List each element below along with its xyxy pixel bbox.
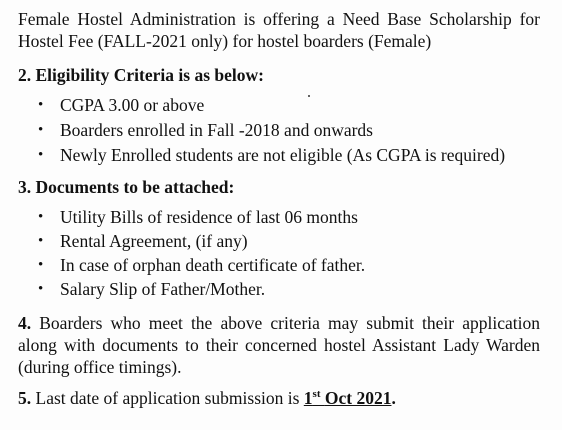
eligibility-heading-number: 2. xyxy=(18,65,32,85)
deadline-date-suffix: st xyxy=(312,388,321,401)
documents-item-text: Rental Agreement, (if any) xyxy=(60,231,248,251)
deadline-date xyxy=(304,388,392,408)
list-item xyxy=(38,277,365,301)
deadline-date-rest: Oct 2021 xyxy=(324,388,392,408)
bullet-icon: • xyxy=(38,257,44,273)
documents-heading-title: Documents to be attached: xyxy=(35,177,235,197)
documents-item-text: Utility Bills of residence of last 06 months xyxy=(60,207,358,227)
intro-paragraph: Female Hostel Administration is offering a Need Base Scholarship for Hostel Fee (FALL-2021 only) for hostel boarders (Female) xyxy=(18,9,540,51)
submission-paragraph xyxy=(18,312,540,378)
list-item xyxy=(38,93,505,118)
list-item xyxy=(38,253,365,277)
documents-heading xyxy=(18,176,234,198)
eligibility-item-text: CGPA 3.00 or above xyxy=(60,95,205,115)
documents-list xyxy=(38,205,365,301)
submission-text: Boarders who meet the above criteria may submit their application along with documents to their concerned hostel Assistant Lady Warden (during office timings). xyxy=(18,313,540,377)
bullet-icon: • xyxy=(38,233,44,249)
eligibility-heading-title: Eligibility Criteria is as below: xyxy=(35,65,264,85)
deadline-line xyxy=(18,386,396,410)
documents-item-text: In case of orphan death certificate of father. xyxy=(60,255,366,275)
eligibility-heading xyxy=(18,64,264,86)
bullet-icon: • xyxy=(38,122,44,138)
list-item xyxy=(38,205,365,229)
documents-item-text: Salary Slip of Father/Mother. xyxy=(60,279,266,299)
eligibility-list xyxy=(38,93,505,168)
submission-number: 4. xyxy=(18,313,32,333)
bullet-icon: • xyxy=(38,97,44,113)
bullet-icon: • xyxy=(38,209,44,225)
deadline-period: . xyxy=(391,388,396,408)
eligibility-item-text: Boarders enrolled in Fall -2018 and onwards xyxy=(60,120,373,140)
documents-heading-number: 3. xyxy=(18,177,32,197)
bullet-icon: • xyxy=(38,281,44,297)
deadline-number: 5. xyxy=(18,388,32,408)
list-item xyxy=(38,229,365,253)
deadline-text: Last date of application submission is xyxy=(35,388,300,408)
bullet-icon: • xyxy=(38,147,44,163)
deadline-date-day: 1 xyxy=(303,388,313,408)
eligibility-item-text: Newly Enrolled students are not eligible (As CGPA is required) xyxy=(60,145,506,165)
list-item xyxy=(38,143,505,168)
list-item xyxy=(38,118,505,143)
scan-speck xyxy=(308,95,310,97)
